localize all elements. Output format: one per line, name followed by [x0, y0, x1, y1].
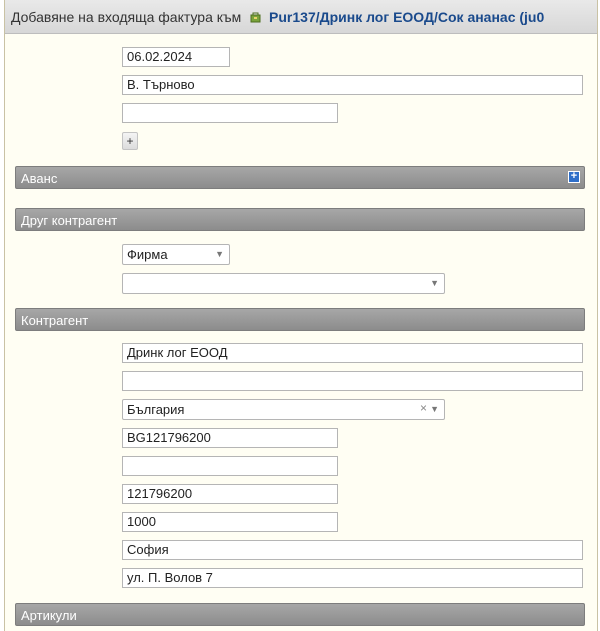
purchase-icon [250, 11, 261, 23]
section-articles-title: Артикули [21, 608, 77, 623]
national-input[interactable]: 121796200 [122, 484, 338, 504]
chevron-down-icon: ▼ [430, 278, 439, 288]
expand-icon[interactable]: + [568, 171, 580, 183]
postcode-input[interactable]: 1000 [122, 512, 338, 532]
section-advance-title: Аванс [21, 171, 58, 186]
country-select-value: България [127, 402, 185, 417]
add-document-button[interactable]: + [122, 132, 138, 150]
source-select[interactable] [122, 244, 230, 265]
choice-select[interactable] [122, 273, 445, 294]
section-articles [15, 603, 585, 626]
vat-input[interactable]: BG121796200 [122, 428, 338, 448]
date-input[interactable]: 06.02.2024 [122, 47, 230, 67]
clear-icon[interactable]: × [419, 401, 427, 415]
dialog-frame [4, 0, 598, 631]
name-input[interactable]: Дринк лог ЕООД [122, 343, 583, 363]
eori-input[interactable] [122, 456, 338, 476]
place-input[interactable]: В. Търново [122, 75, 583, 95]
chevron-down-icon: ▼ [430, 404, 439, 414]
source-select-value: Фирма [127, 247, 168, 262]
number-input[interactable] [122, 103, 338, 123]
section-contractor [15, 308, 585, 331]
title-prefix: Добавяне на входяща фактура към [11, 9, 242, 25]
section-contractor-title: Контрагент [21, 313, 89, 328]
responsible-input[interactable] [122, 371, 583, 391]
city-input[interactable]: София [122, 540, 583, 560]
section-other-contractor-title: Друг контрагент [21, 213, 118, 228]
section-other-contractor [15, 208, 585, 231]
title-link[interactable]: Pur137/Дринк лог ЕООД/Сок ананас (ju0 [269, 9, 545, 25]
section-advance[interactable] [15, 166, 585, 189]
chevron-down-icon: ▼ [215, 249, 224, 259]
title-bar [5, 0, 597, 34]
address-input[interactable]: ул. П. Волов 7 [122, 568, 583, 588]
country-select[interactable] [122, 399, 445, 420]
